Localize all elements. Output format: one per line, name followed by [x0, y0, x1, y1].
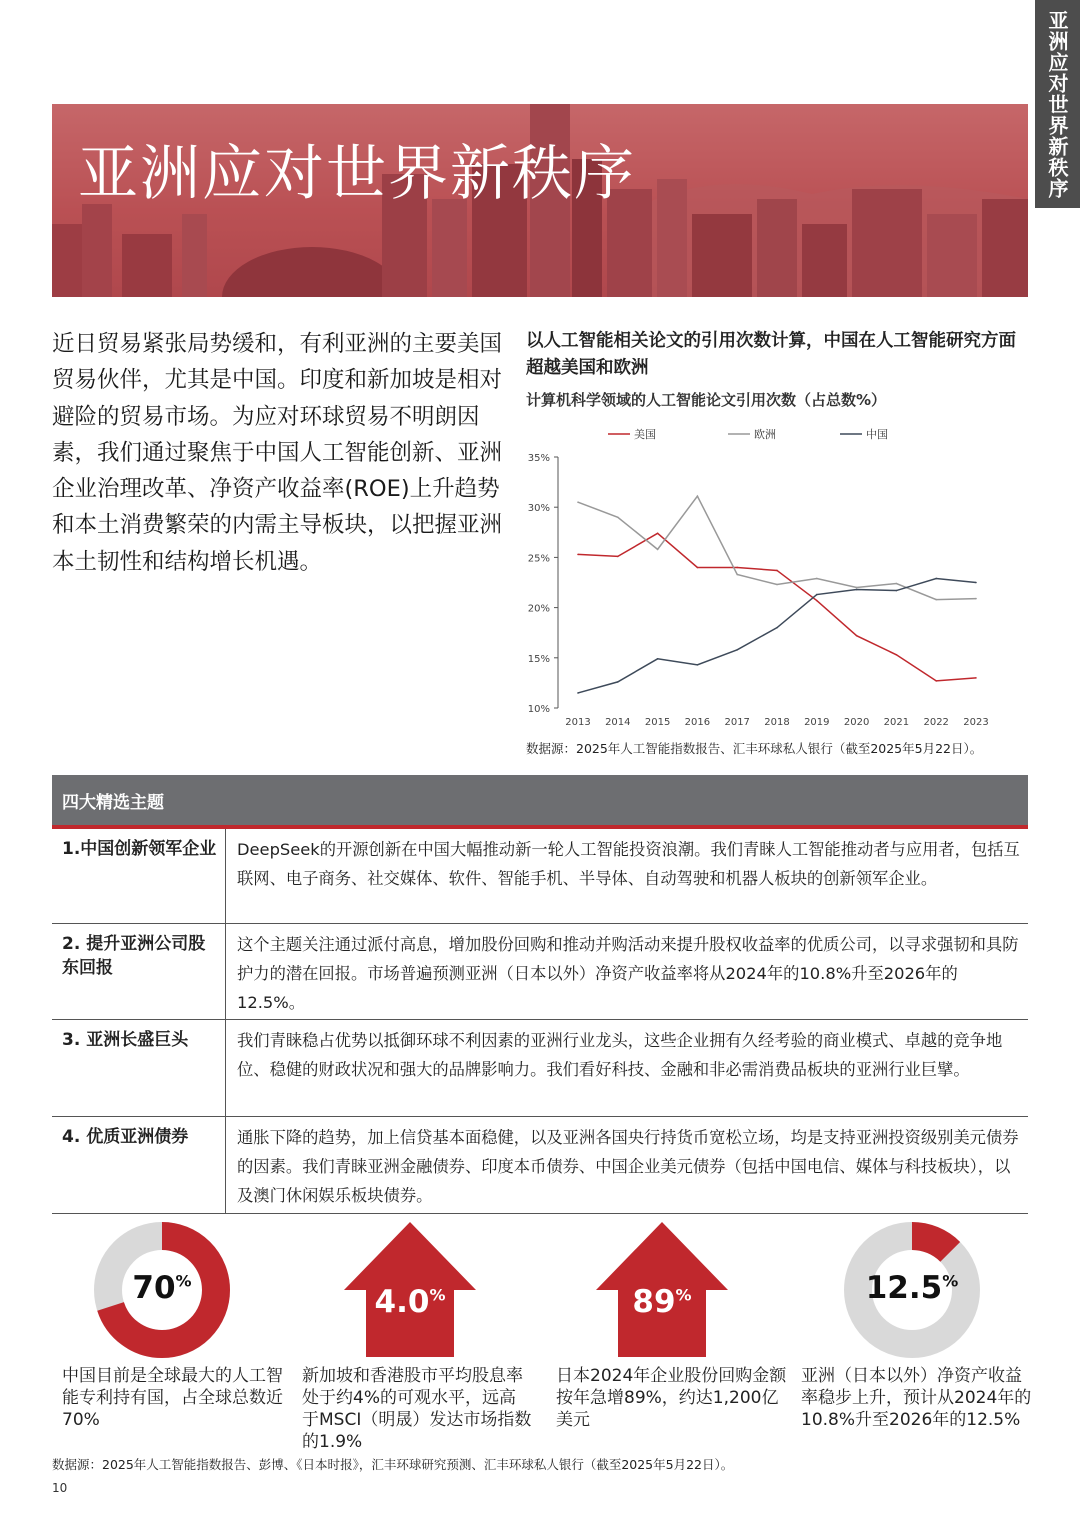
- data-point: [657, 533, 659, 535]
- data-point: [776, 570, 778, 572]
- theme-body: 这个主题关注通过派付高息，增加股份回购和推动并购活动来提升股权收益率的优质公司，以寻求强韧和具防护力的潜在回报。市场普遍预测亚洲（日本以外）净资产收益率将从2024年的10.8%升至2026年的12.5%。: [237, 935, 1019, 1012]
- theme-row: [52, 924, 1028, 1020]
- stat-description: 新加坡和香港股市平均股息率处于约4%的可观水平，远高于MSCI（明晟）发达市场指数的1.9%: [302, 1366, 532, 1452]
- stat-description: 日本2024年企业股份回购金额按年急增89%，约达1,200亿美元: [556, 1366, 787, 1430]
- series-line-美国: [578, 533, 976, 681]
- series-line-中国: [578, 578, 976, 692]
- chart-subtitle: 计算机科学领域的人工智能论文引用次数（占总数%）: [526, 391, 887, 409]
- footer-source: 数据源：2025年人工智能指数报告、彭博、《日本时报》，汇丰环球研究预测、汇丰环球私人银行（截至2025年5月22日）。: [52, 1457, 734, 1472]
- data-point: [736, 567, 738, 569]
- theme-title: 4. 优质亚洲债券: [52, 1117, 226, 1213]
- intro-paragraph: 近日贸易紧张局势缓和，有利亚洲的主要美国贸易伙伴，尤其是中国。印度和新加坡是相对避险的贸易市场。为应对环球贸易不明朗因素，我们通过聚焦于中国人工智能创新、亚洲企业治理改革、净资产收益率(ROE)上升趋势和本土消费繁荣的内需主导板块，以把握亚洲本土韧性和结构增长机遇。: [52, 331, 503, 575]
- y-tick-label: 10%: [527, 704, 550, 715]
- legend-label: 欧洲: [754, 428, 776, 441]
- hero-banner: [52, 104, 1028, 297]
- data-point: [816, 578, 818, 580]
- x-tick-label: 2019: [804, 717, 830, 728]
- theme-row: [52, 1117, 1028, 1214]
- theme-row: [52, 829, 1028, 924]
- theme-body: DeepSeek的开源创新在中国大幅推动新一轮人工智能投资浪潮。我们青睐人工智能推动者与应用者，包括互联网、电子商务、社交媒体、软件、智能手机、半导体、自动驾驶和机器人板块的创新领军企业。: [237, 840, 1020, 888]
- theme-title: 3. 亚洲长盛巨头: [52, 1020, 226, 1116]
- theme-title: 2. 提升亚洲公司股东回报: [52, 924, 226, 1019]
- citation-line-chart: [520, 420, 1020, 735]
- chart-source: 数据源：2025年人工智能指数报告、汇丰环球私人银行（截至2025年5月22日）。: [526, 741, 983, 756]
- page-title: 亚洲应对世界新秩序: [78, 139, 636, 209]
- data-point: [935, 578, 937, 580]
- stat-description: 中国目前是全球最大的人工智能专利持有国，占全球总数近70%: [62, 1366, 283, 1430]
- data-point: [736, 649, 738, 651]
- stat-value: 70%: [132, 1270, 192, 1306]
- x-tick-label: 2016: [684, 717, 711, 728]
- data-point: [617, 516, 619, 518]
- data-point: [776, 627, 778, 629]
- stat-value: 4.0%: [374, 1284, 446, 1320]
- stat-value: 12.5%: [865, 1270, 959, 1306]
- x-tick-label: 2015: [644, 717, 671, 728]
- data-point: [697, 664, 699, 666]
- x-tick-label: 2014: [605, 717, 631, 728]
- y-tick-label: 35%: [527, 453, 550, 464]
- data-point: [856, 589, 858, 591]
- theme-body: 通胀下降的趋势，加上信贷基本面稳健，以及亚洲各国央行持货币宽松立场，均是支持亚洲投资级别美元债券的因素。我们青睐亚洲金融债券、印度本币债券、中国企业美元债券（包括中国电信、媒体与科技板块），以及澳门休闲娱乐板块债券。: [237, 1128, 1019, 1205]
- x-tick-label: 2022: [923, 717, 949, 728]
- data-point: [697, 495, 699, 497]
- data-point: [816, 600, 818, 602]
- data-point: [975, 598, 977, 600]
- page-number: 10: [52, 1481, 68, 1495]
- data-point: [577, 501, 579, 503]
- stat-description: 亚洲（日本以外）净资产收益率稳步上升，预计从2024年的10.8%升至2026年的12.5%: [801, 1366, 1032, 1430]
- data-point: [736, 574, 738, 576]
- x-tick-label: 2018: [764, 717, 790, 728]
- data-point: [617, 681, 619, 683]
- chart-headline: 以人工智能相关论文的引用次数计算，中国在人工智能研究方面超越美国和欧洲: [526, 331, 1016, 378]
- data-point: [776, 584, 778, 586]
- y-tick-label: 30%: [527, 503, 550, 515]
- data-point: [935, 680, 937, 682]
- data-point: [896, 590, 898, 592]
- themes-header: 四大精选主题: [52, 775, 1028, 825]
- data-point: [856, 587, 858, 589]
- data-point: [617, 556, 619, 558]
- legend-label: 中国: [866, 428, 888, 441]
- data-point: [896, 583, 898, 585]
- x-tick-label: 2013: [565, 717, 591, 728]
- theme-body: 我们青睐稳占优势以抵御环球不利因素的亚洲行业龙头，这些企业拥有久经考验的商业模式、卓越的竞争地位、稳健的财政状况和强大的品牌影响力。我们看好科技、金融和非必需消费品板块的亚洲行业巨擘。: [237, 1031, 1003, 1079]
- stat-value: 89%: [632, 1284, 692, 1320]
- data-point: [896, 654, 898, 656]
- x-tick-label: 2023: [963, 717, 989, 728]
- data-point: [935, 599, 937, 601]
- data-point: [657, 658, 659, 660]
- data-point: [657, 549, 659, 551]
- theme-title: 1.中国创新领军企业: [52, 829, 226, 923]
- y-tick-label: 25%: [527, 553, 550, 565]
- data-point: [577, 554, 579, 556]
- x-tick-label: 2017: [724, 717, 750, 728]
- x-tick-label: 2020: [843, 717, 870, 728]
- section-side-tab: 亚洲应对世界新秩序: [1035, 0, 1080, 208]
- y-tick-label: 20%: [527, 603, 550, 615]
- data-point: [697, 567, 699, 569]
- legend-label: 美国: [634, 428, 656, 441]
- data-point: [816, 594, 818, 596]
- x-tick-label: 2021: [883, 717, 910, 728]
- theme-row: [52, 1020, 1028, 1117]
- data-point: [975, 677, 977, 679]
- data-point: [975, 582, 977, 584]
- data-point: [577, 692, 579, 694]
- y-tick-label: 15%: [527, 653, 550, 665]
- data-point: [856, 635, 858, 637]
